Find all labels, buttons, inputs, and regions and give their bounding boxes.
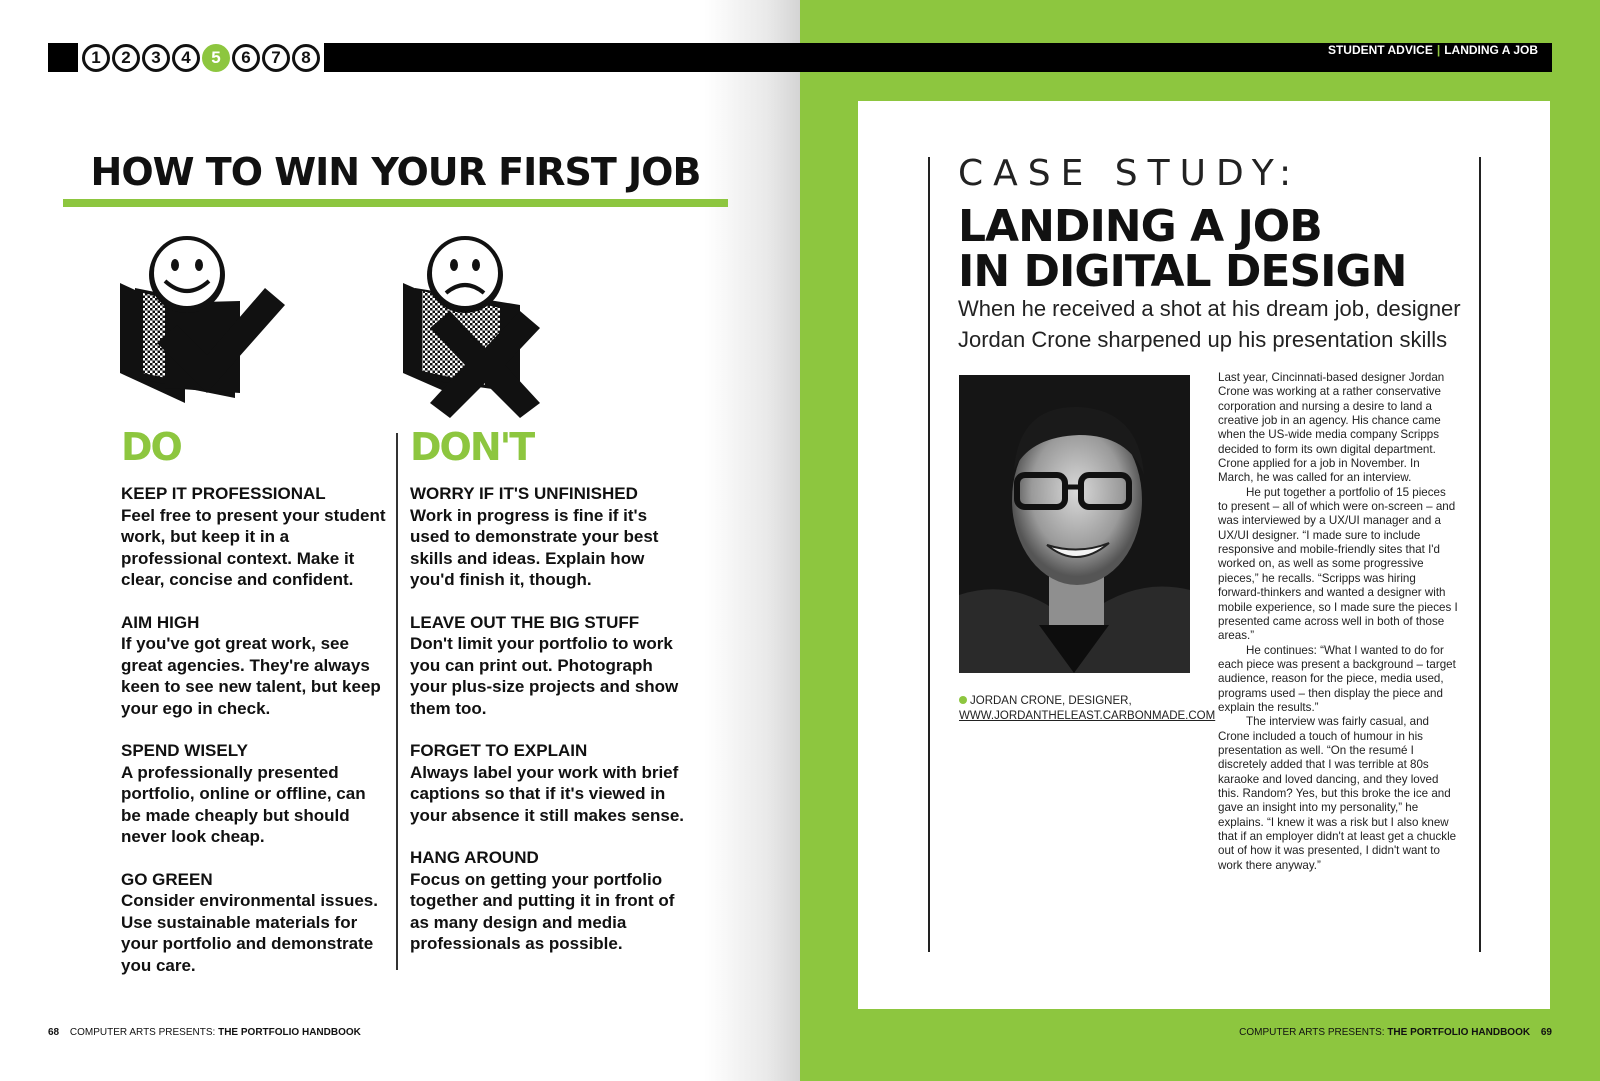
footer-right [1239, 1027, 1552, 1038]
book-title: THE PORTFOLIO HANDBOOK [1387, 1027, 1531, 1038]
footer-left [48, 1027, 361, 1038]
section-label [1328, 43, 1538, 72]
publication-name: COMPUTER ARTS PRESENTS: [1239, 1027, 1385, 1038]
bullet-dot [959, 696, 967, 704]
book-title: THE PORTFOLIO HANDBOOK [218, 1027, 361, 1038]
portrait-photo [959, 375, 1190, 673]
body-paragraph: Last year, Cincinnati-based designer Jordan Crone was working at a rather conservative corporation and nursing a desire to land a creative job in an agency. His chance came when the US-wide media company Scripps decided to form its own digital department. Crone applied for a job in November. In March, he was called for an interview. [1218, 371, 1445, 485]
do-column [121, 425, 386, 997]
section-bar [800, 43, 1552, 72]
title-underline [63, 199, 728, 207]
body-paragraph: He continues: “What I wanted to do for each piece was present a background – target audience, reason for the piece, media used, programs used – then display the piece and explain the results.” [1218, 643, 1456, 714]
publication-name: COMPUTER ARTS PRESENTS: [69, 1027, 216, 1038]
do-tip-heading: KEEP IT PROFESSIONAL [121, 484, 326, 503]
dont-tip-heading: HANG AROUND [410, 848, 539, 867]
dont-tip [410, 740, 685, 826]
chapter-nav [78, 43, 324, 72]
do-tip-heading: AIM HIGH [121, 612, 200, 632]
right-rule [1479, 157, 1481, 952]
section-separator: | [1436, 43, 1441, 57]
headline [958, 201, 1478, 297]
kicker: CASE STUDY: [958, 153, 1302, 194]
headline-line-1: LANDING A JOB [958, 201, 1322, 252]
do-tip-text: If you've got great work, see great agencies. They're always keen to see new talent, but keep your ego in check. [121, 634, 381, 718]
do-heading: DO [121, 425, 181, 469]
do-tip [121, 612, 386, 720]
chapter-1: 1 [82, 44, 110, 72]
chapter-5-active: 5 [202, 44, 230, 72]
body-paragraph: He put together a portfolio of 15 pieces to present – all of which were on-screen – and was interviewed by a UX/UI manager and a UX/UI designer. “I made sure to include responsive and mobile-friendly sites that I'd worked on, as well as some progressive pieces,” he recalls. “Scripps was hiring forward-thinkers and wanted a designer with mobile experience, so I made sure the pieces I presented came across well in both of those areas.” [1218, 485, 1458, 643]
article-body [1218, 371, 1458, 873]
page-title: HOW TO WIN YOUR FIRST JOB [90, 150, 701, 194]
dont-tip-heading: FORGET TO EXPLAIN [410, 741, 588, 760]
dont-tip-text: Don't limit your portfolio to work you can print out. Photograph your plus-size projects and show them too. [410, 634, 679, 718]
do-tip-heading: SPEND WISELY [121, 741, 248, 760]
caption-name: JORDAN CRONE, DESIGNER, [970, 695, 1132, 707]
section-name: STUDENT ADVICE [1327, 43, 1433, 57]
dont-heading: DON'T [410, 425, 534, 469]
dont-tip [410, 847, 685, 955]
dont-tip-heading: LEAVE OUT THE BIG STUFF [410, 612, 640, 632]
do-tip [121, 869, 386, 977]
column-divider [396, 433, 398, 970]
do-tip [121, 740, 386, 848]
chapter-4: 4 [172, 44, 200, 72]
dont-tip [410, 483, 685, 591]
do-tip-heading: GO GREEN [121, 869, 213, 889]
body-paragraph: The interview was fairly casual, and Crone included a touch of humour in his presentation as well. “On the resumé I discretely added that I was terrible at 80s karaoke and loved dancing, and they loved this. Random? Yes, but this broke the ice and gave an insight into my personality,” he explains. “I knew it was a risk but I also knew that if an employer didn't at least get a chuckle out of how it was presented, I didn't want to work there anyway.” [1218, 715, 1457, 872]
smiley-checkmark-icon [115, 233, 285, 413]
photo-caption [959, 694, 1216, 724]
page-number: 68 [48, 1027, 60, 1038]
do-tip-text: Consider environmental issues. Use sustainable materials for your portfolio and demonstrate you care. [121, 891, 378, 975]
dont-tip-text: Work in progress is fine if it's used to demonstrate your best skills and ideas. Explain how you'd finish it, though. [410, 505, 659, 589]
page-number: 69 [1540, 1027, 1552, 1038]
dont-tip-heading: WORRY IF IT'S UNFINISHED [410, 484, 638, 503]
headline-line-2: IN DIGITAL DESIGN [958, 246, 1407, 297]
dont-column [410, 425, 685, 976]
chapter-8: 8 [292, 44, 320, 72]
do-tip-text: A professionally presented portfolio, online or offline, can be made cheaply but should never look cheap. [121, 762, 366, 846]
left-rule [928, 157, 930, 952]
chapter-bar [48, 43, 800, 72]
case-study-card [858, 101, 1550, 1009]
standfirst: When he received a shot at his dream job, designer Jordan Crone sharpened up his presentation skills [958, 296, 1461, 352]
dont-tip-text: Always label your work with brief captions so that if it's viewed in your absence it still makes sense. [410, 762, 685, 825]
chapter-3: 3 [142, 44, 170, 72]
do-tip-text: Feel free to present your student work, but keep it in a professional context. Make it clear, concise and confident. [121, 505, 386, 589]
caption-url[interactable]: WWW.JORDANTHELEAST.CARBONMADE.COM [959, 710, 1216, 722]
chapter-2: 2 [112, 44, 140, 72]
sadface-cross-icon [400, 233, 550, 418]
dont-tip-text: Focus on getting your portfolio together and putting it in front of as many design and media professionals as possible. [410, 869, 675, 953]
chapter-6: 6 [232, 44, 260, 72]
section-subname: LANDING A JOB [1444, 43, 1538, 57]
dont-tip [410, 612, 685, 720]
right-page [800, 0, 1600, 1081]
chapter-7: 7 [262, 44, 290, 72]
do-tip [121, 483, 386, 591]
